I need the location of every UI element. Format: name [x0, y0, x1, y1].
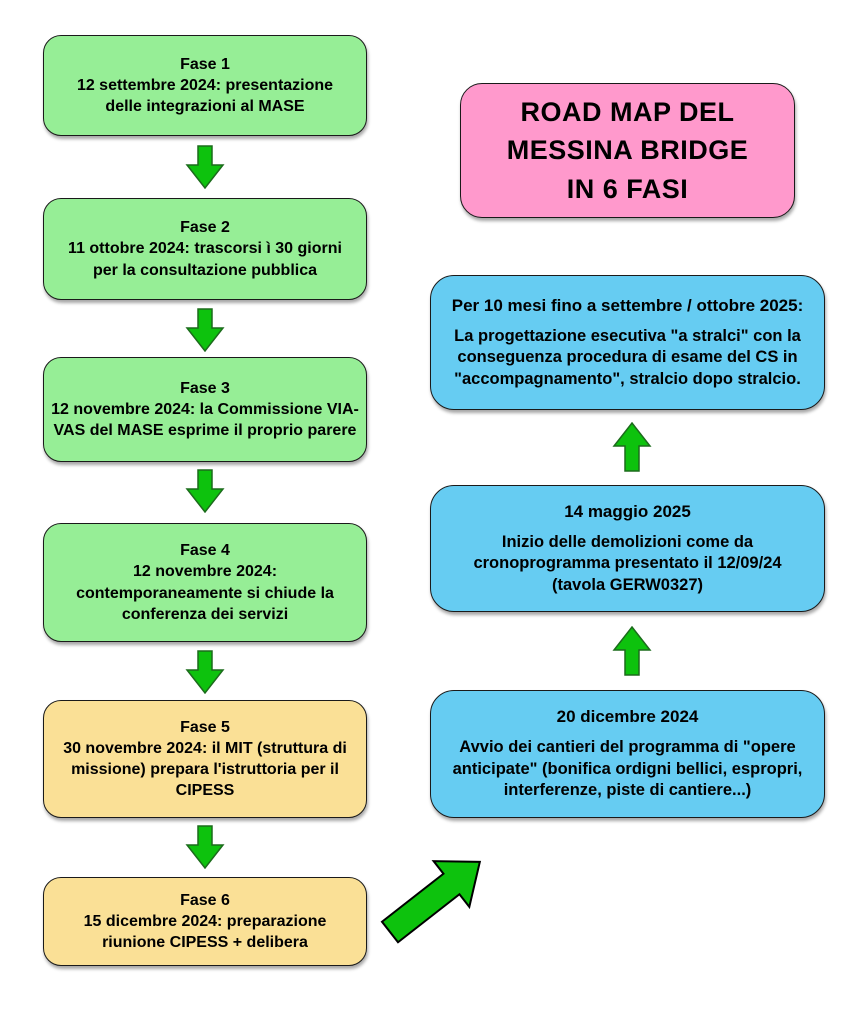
fase-3-box: Fase 3 12 novembre 2024: la Commissione VIA- VAS del MASE esprime il proprio parere	[43, 357, 367, 462]
box-body: La progettazione esecutiva "a stralci" con la conseguenza procedura di esame del CS in "accompagnamento", stralcio dopo stralcio.	[454, 326, 801, 388]
up-arrow-icon	[612, 422, 652, 472]
fase-6-box: Fase 6 15 dicembre 2024: preparazione riunione CIPESS + delibera	[43, 877, 367, 966]
avvio-cantieri-box	[430, 690, 825, 818]
box-body: Inizio delle demolizioni come da cronoprogramma presentato il 12/09/24 (tavola GERW0327)	[473, 532, 782, 594]
demolizioni-box	[430, 485, 825, 612]
down-arrow-icon	[185, 145, 225, 189]
box-header: 14 maggio 2025	[564, 501, 691, 521]
progettazione-esecutiva-box	[430, 275, 825, 410]
box-header: 20 dicembre 2024	[556, 707, 699, 727]
down-arrow-icon	[185, 650, 225, 694]
fase-1-box: Fase 1 12 settembre 2024: presentazione delle integrazioni al MASE	[43, 35, 367, 136]
diagonal-up-right-arrow-icon	[380, 842, 505, 944]
box-body: Avvio dei cantieri del programma di "opere anticipate" (bonifica ordigni bellici, espropri, interferenze, piste di cantiere...)	[452, 738, 803, 800]
up-arrow-icon	[612, 626, 652, 676]
roadmap-title-box: ROAD MAP DEL MESSINA BRIDGE IN 6 FASI	[460, 83, 795, 218]
box-header: Per 10 mesi fino a settembre / ottobre 2025:	[451, 295, 804, 315]
fase-5-box: Fase 5 30 novembre 2024: il MIT (struttura di missione) prepara l'istruttoria per il CIPESS	[43, 700, 367, 818]
down-arrow-icon	[185, 308, 225, 352]
down-arrow-icon	[185, 825, 225, 869]
down-arrow-icon	[185, 469, 225, 513]
fase-2-box: Fase 2 11 ottobre 2024: trascorsi ì 30 giorni per la consultazione pubblica	[43, 198, 367, 300]
fase-4-box: Fase 4 12 novembre 2024: contemporaneamente si chiude la conferenza dei servizi	[43, 523, 367, 642]
